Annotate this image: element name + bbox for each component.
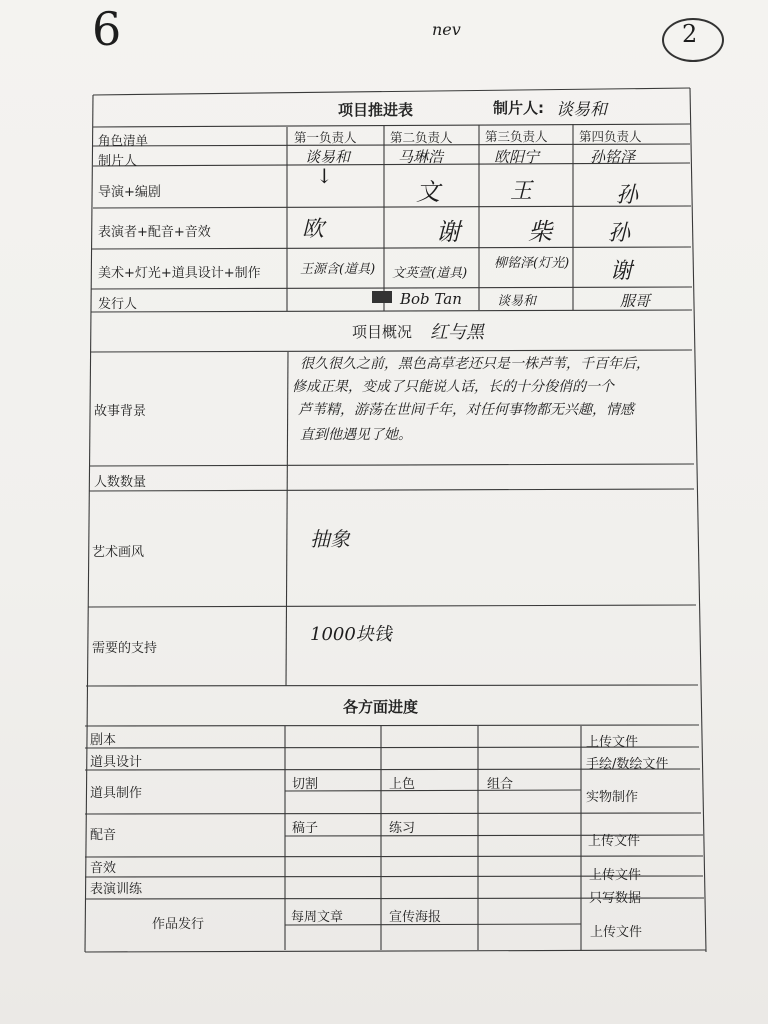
role-cell: 孙 <box>616 183 639 208</box>
role-label-art: 美术+灯光+道具设计+制作 <box>98 266 261 281</box>
people-label: 人数数量 <box>94 475 147 490</box>
support-value: 1000块钱 <box>310 624 392 645</box>
page-title: 项目推进表 <box>338 101 414 119</box>
progress-label: 配音 <box>90 828 117 843</box>
progress-right: 上传文件 <box>589 868 642 883</box>
role-cell: 谈易和 <box>305 148 351 166</box>
progress-sub: 稿子 <box>292 821 319 836</box>
progress-right: 实物制作 <box>586 790 639 805</box>
owner-header-3: 第三负责人 <box>485 129 548 144</box>
art-style-value: 抽象 <box>310 527 350 551</box>
role-label-producer: 制片人 <box>98 154 138 169</box>
circled-mark-number: 2 <box>682 20 698 48</box>
progress-label: 表演训练 <box>90 882 143 897</box>
art-style-label: 艺术画风 <box>92 545 145 560</box>
role-cell: 欧 <box>302 217 325 242</box>
page-number-mark: 6 <box>92 2 122 56</box>
progress-title: 各方面进度 <box>343 698 419 716</box>
story-line: 芦苇精，游荡在世间千年，对任何事物都无兴趣，情感 <box>298 402 634 418</box>
role-cell: 柴 <box>528 218 552 246</box>
role-cell: 服哥 <box>620 292 651 310</box>
owner-header-2: 第二负责人 <box>390 130 453 145</box>
progress-sub: 组合 <box>487 777 514 792</box>
producer-name: 谈易和 <box>556 100 607 120</box>
role-cell: 王 <box>510 179 533 204</box>
progress-sub: 每周文章 <box>291 910 344 925</box>
overview-note: 红与黑 <box>430 322 484 343</box>
role-label-performer: 表演者+配音+音效 <box>98 225 211 240</box>
progress-label: 道具制作 <box>90 786 143 801</box>
role-cell: Bob Tan <box>400 290 462 308</box>
role-cell: 孙铭泽 <box>590 148 636 166</box>
story-line: 修成正果，变成了只能说人话，长的十分俊俏的一个 <box>292 379 614 395</box>
roles-col-header: 角色清单 <box>98 133 149 148</box>
progress-sub: 上色 <box>389 777 416 792</box>
progress-right: 上传文件 <box>590 925 643 940</box>
story-line: 很久很久之前，黑色高草老还只是一株芦苇，千百年后， <box>300 356 650 372</box>
role-cell: 文 <box>416 178 440 206</box>
role-cell: 王源含(道具) <box>300 262 376 277</box>
story-label: 故事背景 <box>94 404 147 419</box>
role-cell-arrow: ↓ <box>316 164 333 188</box>
role-cell: 谈易和 <box>497 294 537 309</box>
role-cell: 文英萱(道具) <box>392 266 468 281</box>
progress-right: 上传文件 <box>586 735 639 750</box>
role-cell: 马琳浩 <box>398 148 444 166</box>
scribble-mark <box>372 291 392 303</box>
producer-label: 制片人: <box>493 99 544 117</box>
progress-label: 音效 <box>90 861 117 876</box>
role-cell: 孙 <box>608 221 631 246</box>
role-cell: 谢 <box>436 218 460 246</box>
story-line: 直到他遇见了她。 <box>300 427 412 443</box>
role-label-publisher: 发行人 <box>98 297 138 312</box>
owner-header-4: 第四负责人 <box>579 129 642 144</box>
top-scribble: nev <box>432 20 461 39</box>
progress-label: 作品发行 <box>152 917 205 932</box>
role-cell: 柳铭泽(灯光) <box>494 256 570 271</box>
role-label-director: 导演+编剧 <box>98 185 161 200</box>
progress-sub: 宣传海报 <box>389 910 442 925</box>
role-cell: 欧阳宁 <box>494 148 540 166</box>
owner-header-1: 第一负责人 <box>294 130 357 145</box>
progress-sub: 切割 <box>292 777 319 792</box>
role-cell: 谢 <box>610 259 633 284</box>
progress-sub: 练习 <box>389 821 416 836</box>
progress-right: 上传文件 <box>588 834 641 849</box>
support-label: 需要的支持 <box>92 641 158 656</box>
overview-title: 项目概况 <box>352 323 413 341</box>
progress-label: 道具设计 <box>90 755 143 770</box>
progress-label: 剧本 <box>90 733 117 748</box>
progress-right: 只写数据 <box>589 891 642 906</box>
progress-right: 手绘/数绘文件 <box>586 757 669 772</box>
